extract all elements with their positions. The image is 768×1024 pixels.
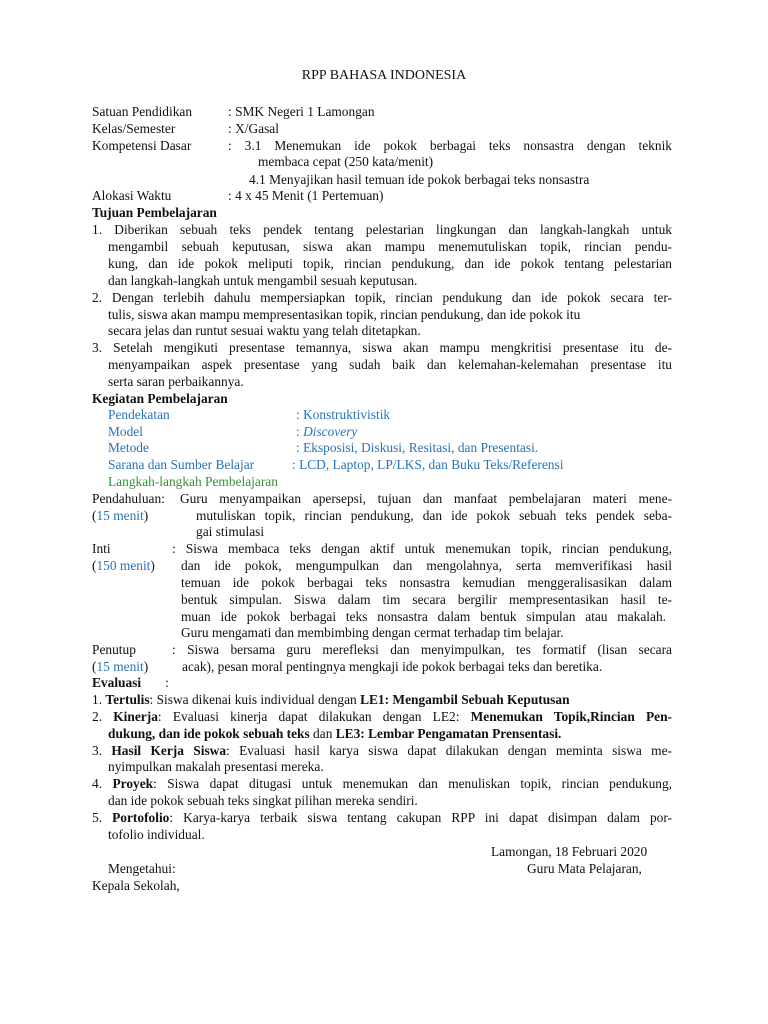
inti-line: bentuk simpulan. Siswa dalam tim secara bergilir mempresentasikan hasil te-: [181, 592, 672, 607]
evaluasi-item-2: 2. Kinerja: Evaluasi kinerja dapat dilakukan dengan LE2: Menemukan Topik,Rincian Pen-: [92, 709, 673, 724]
document-title: RPP BAHASA INDONESIA: [301, 68, 467, 83]
tujuan-line: menyampaikan aspek presentase yang sudah baik dan kelemahan-kelemahan presentase itu: [108, 357, 672, 372]
evaluasi-item-5-line2: tofolio individual.: [108, 827, 205, 842]
inti-line: muan ide pokok berbagai teks nonsastra dalam bentuk simpulan atau makalah.: [181, 609, 666, 624]
metode-label: Metode: [108, 440, 149, 455]
kd-31-line2: membaca cepat (250 kata/menit): [258, 154, 434, 169]
guru-label: Guru Mata Pelajaran,: [527, 861, 642, 876]
mengetahui-label: Mengetahui:: [108, 861, 176, 876]
inti-line: temuan ide pokok berbagai teks nonsastra kemudian menggeralisasikan dalam: [181, 575, 672, 590]
inti-time: (150 menit): [92, 558, 155, 573]
inti-line: : Siswa membaca teks dengan aktif untuk menemukan topik, rincian pendukung,: [172, 541, 672, 556]
place-date: Lamongan, 18 Februari 2020: [491, 844, 648, 859]
tujuan-line: 3. Setelah mengikuti presentase temannya, siswa akan mampu mengkritisi presentase itu de-: [92, 340, 672, 355]
kd-label: Kompetensi Dasar: [92, 138, 192, 153]
kd-41: 4.1 Menyajikan hasil temuan ide pokok berbagai teks nonsastra: [249, 172, 590, 187]
pendahuluan-line: Guru menyampaikan apersepsi, tujuan dan manfaat pembelajaran materi mene-: [180, 491, 672, 506]
model-value: : Discovery: [296, 424, 358, 439]
pendekatan-value: : Konstruktivistik: [296, 407, 391, 422]
alokasi-label: Alokasi Waktu: [92, 188, 172, 203]
kd-31-line1: : 3.1 Menemukan ide pokok berbagai teks nonsastra dengan teknik: [228, 138, 672, 153]
evaluasi-item-1: 1. Tertulis: Siswa dikenai kuis individual dengan LE1: Mengambil Sebuah Keputusan: [92, 692, 570, 707]
inti-line: dan ide pokok, mengumpulkan dan mengolahnya, serta memverifikasi hasil: [181, 558, 672, 573]
kegiatan-heading: Kegiatan Pembelajaran: [92, 391, 228, 406]
pendahuluan-label: Pendahuluan:: [92, 491, 165, 506]
evaluasi-item-3: 3. Hasil Kerja Siswa: Evaluasi hasil karya siswa dapat dilakukan dengan meminta siswa me-: [92, 743, 672, 758]
tujuan-line: 1. Diberikan sebuah teks pendek tentang pelestarian lingkungan dan langkah-langkah untuk: [92, 222, 672, 237]
tujuan-line: mengambil sebuah keputusan, siswa akan mampu menemutuliskan topik, rincian pendu-: [108, 239, 672, 254]
penutup-line: acak), pesan moral pentingnya mengkaji ide pokok berbagai teks dan beretika.: [182, 659, 603, 674]
model-label: Model: [108, 424, 143, 439]
satuan-value: : SMK Negeri 1 Lamongan: [228, 104, 375, 119]
penutup-label: Penutup: [92, 642, 136, 657]
pendahuluan-line: gai stimulasi: [196, 524, 265, 539]
pendekatan-label: Pendekatan: [108, 407, 170, 422]
sarana-value: : LCD, Laptop, LP/LKS, dan Buku Teks/Referensi: [292, 457, 564, 472]
tujuan-heading: Tujuan Pembelajaran: [92, 205, 217, 220]
evaluasi-heading: Evaluasi :: [92, 675, 169, 690]
tujuan-line: 2. Dengan terlebih dahulu mempersiapkan topik, rincian pendukung dan ide pokok secara ter-: [92, 290, 672, 305]
pendahuluan-time: (15 menit): [92, 508, 149, 523]
penutup-time: (15 menit): [92, 659, 149, 674]
kelas-value: : X/Gasal: [228, 121, 279, 136]
alokasi-value: : 4 x 45 Menit (1 Pertemuan): [228, 188, 384, 203]
tujuan-line: dan langkah-langkah untuk mengambil sesuah keputusan.: [108, 273, 418, 288]
evaluasi-item-4: 4. Proyek: Siswa dapat ditugasi untuk menemukan dan menuliskan topik, rincian pendukung,: [92, 776, 673, 791]
metode-value: : Eksposisi, Diskusi, Resitasi, dan Presentasi.: [296, 440, 539, 455]
evaluasi-item-5: 5. Portofolio: Karya-karya terbaik siswa tentang cakupan RPP ini dapat disimpan dalam por-: [92, 810, 672, 825]
evaluasi-item-3-line2: nyimpulkan makalah presentasi mereka.: [108, 759, 324, 774]
pendahuluan-line: mutuliskan topik, rincian pendukung, dan ide pokok sebuah teks pendek seba-: [196, 508, 672, 523]
penutup-line: : Siswa bersama guru merefleksi dan menyimpulkan, tes formatif (lisan secara: [172, 642, 672, 657]
tujuan-line: kung, dan ide pokok meliputi topik, rincian pendukung, dan ide pokok tentang pelestarian: [108, 256, 672, 271]
tujuan-line: tulis, siswa akan mampu mempresentasikan topik, rincian pendukung, dan ide pokok itu: [108, 307, 581, 322]
sarana-label: Sarana dan Sumber Belajar: [108, 457, 255, 472]
satuan-label: Satuan Pendidikan: [92, 104, 193, 119]
kepala-sekolah-label: Kepala Sekolah,: [92, 878, 180, 893]
evaluasi-item-2-line2: dukung, dan ide pokok sebuah teks dan LE3: Lembar Pengamatan Prensentasi.: [108, 726, 562, 741]
inti-label: Inti: [92, 541, 111, 556]
evaluasi-item-4-line2: dan ide pokok sebuah teks singkat pilihan mereka sendiri.: [108, 793, 418, 808]
inti-line: Guru mengamati dan membimbing dengan cermat terhadap tim belajar.: [181, 625, 564, 640]
tujuan-line: secara jelas dan runtut sesuai waktu yang telah ditetapkan.: [108, 323, 421, 338]
langkah-heading: Langkah-langkah Pembelajaran: [108, 474, 278, 489]
tujuan-line: serta saran perbaikannya.: [108, 374, 244, 389]
kelas-label: Kelas/Semester: [92, 121, 176, 136]
